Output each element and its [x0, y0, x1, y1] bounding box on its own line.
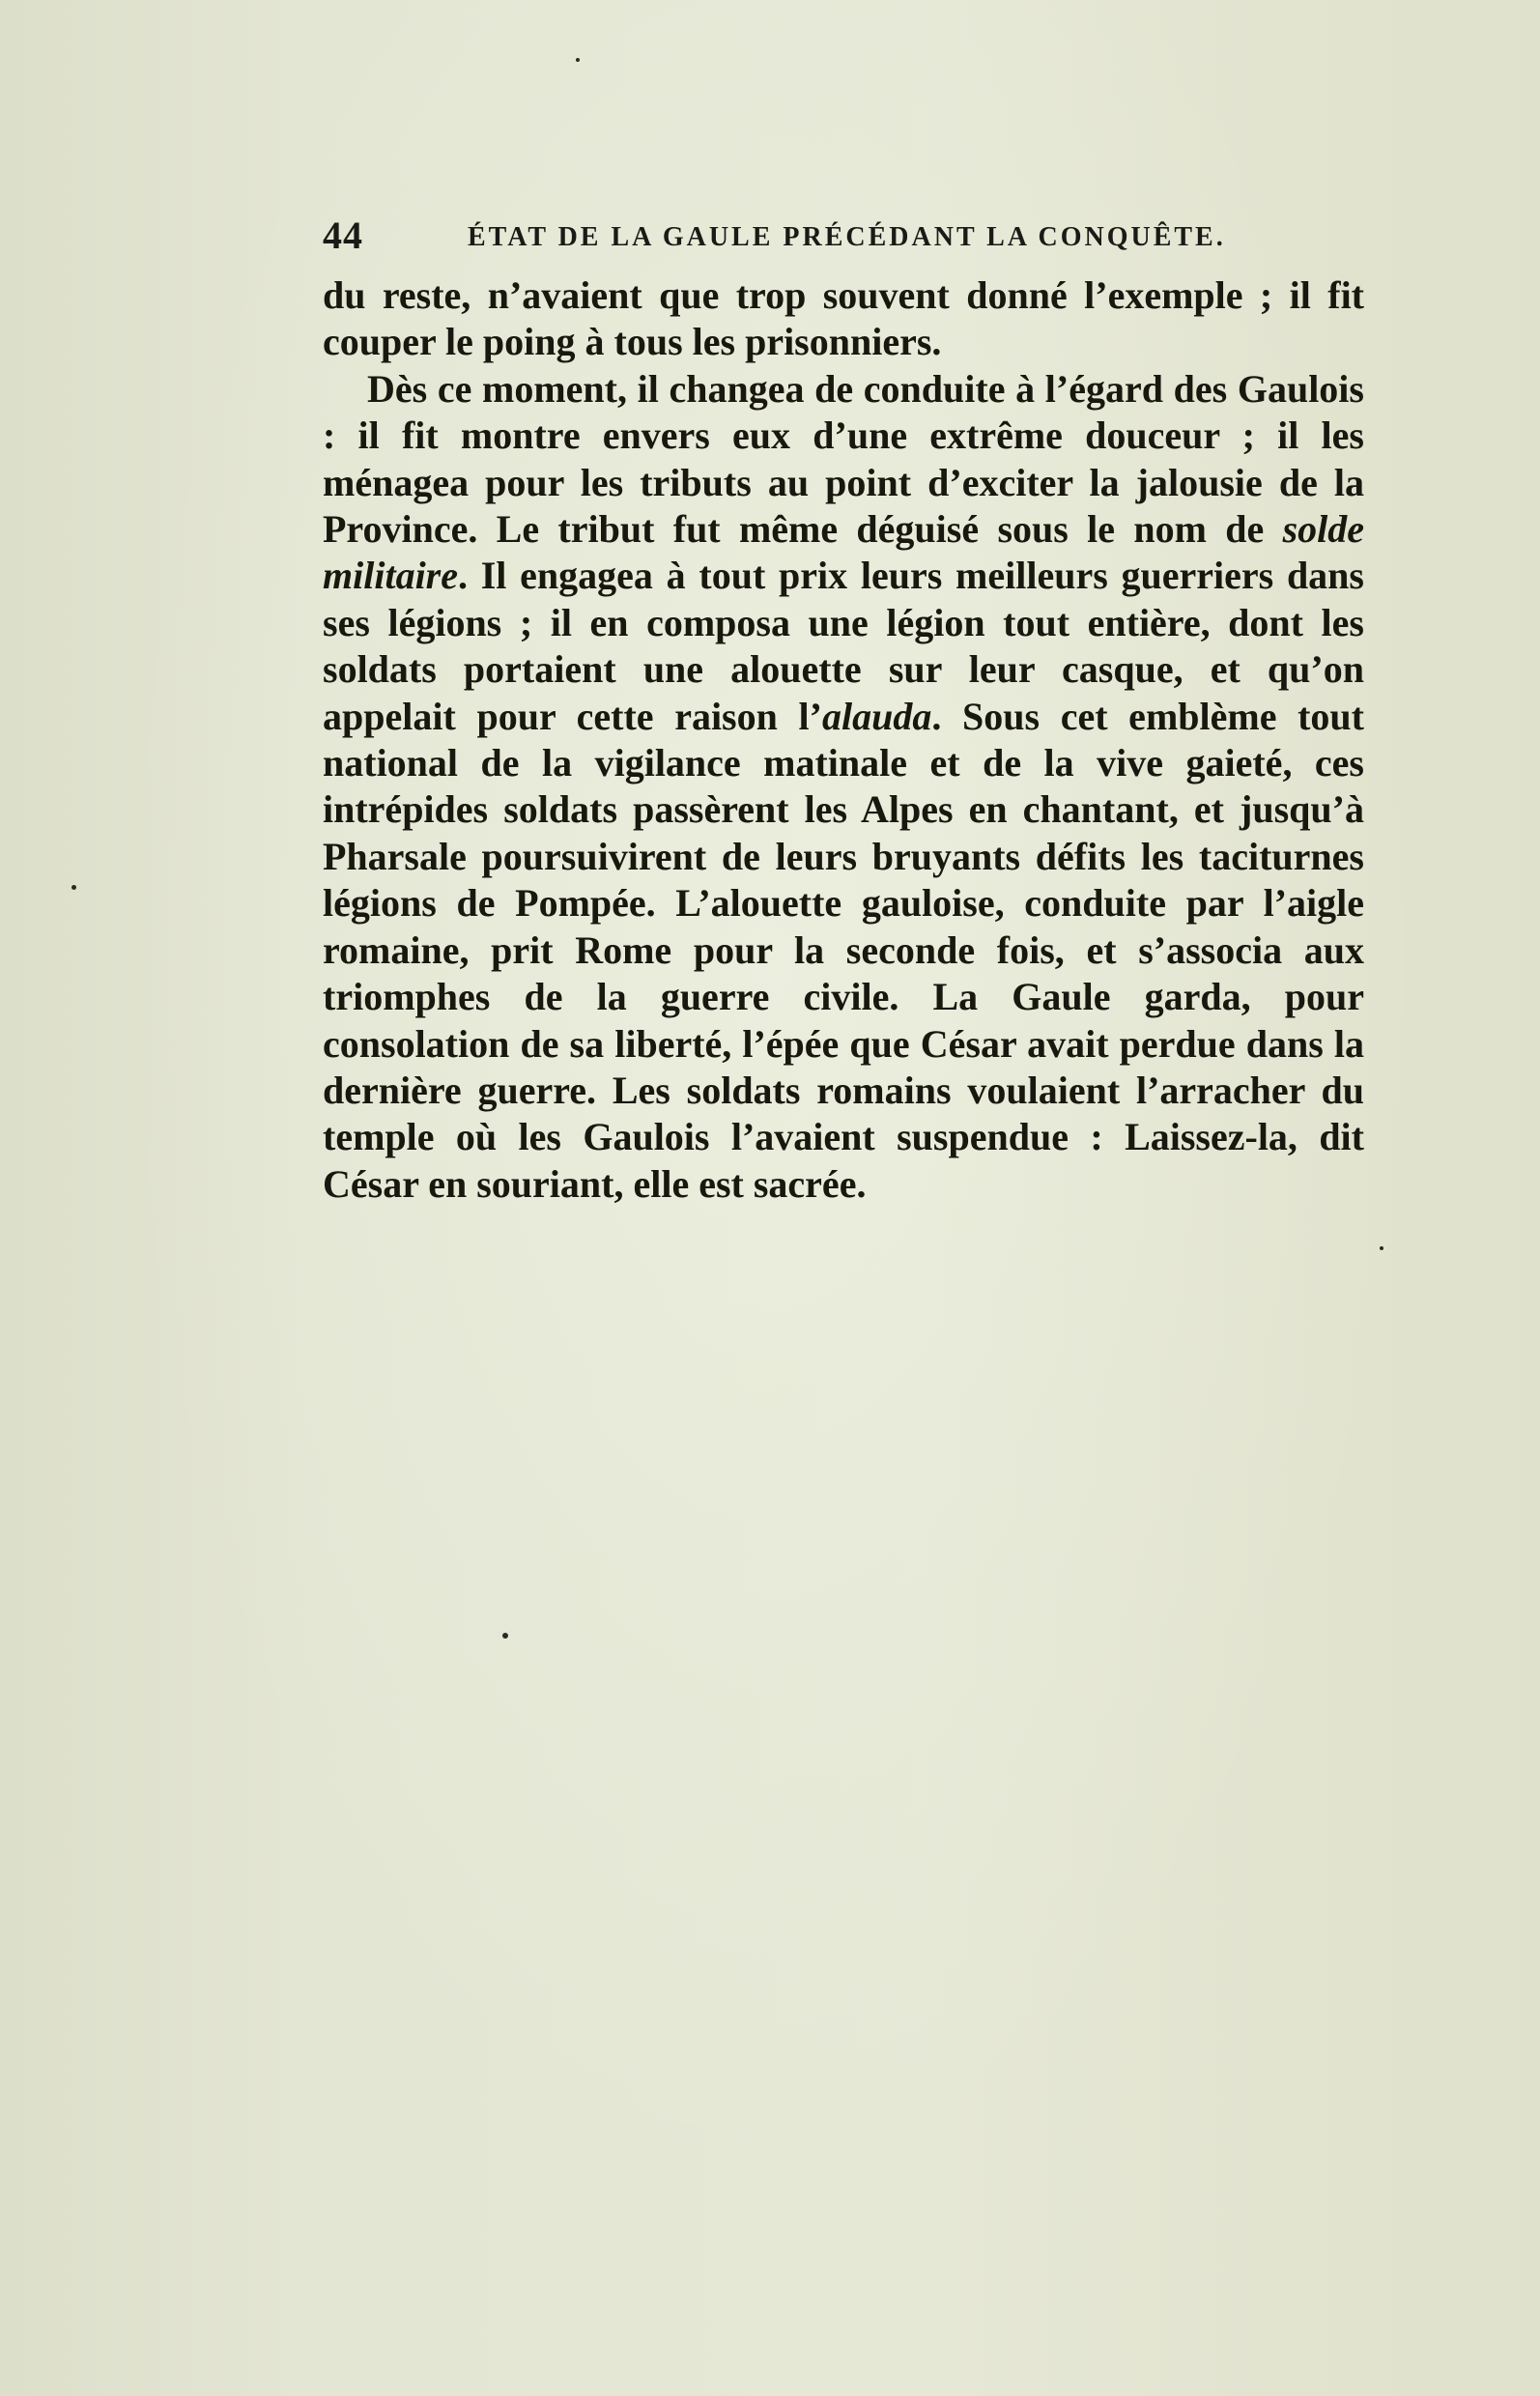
body-text	[323, 272, 1364, 1208]
ink-speck	[1380, 1246, 1383, 1250]
paragraph-1: du reste, n’avaient que trop souvent donné l’exemple ; il fit couper le poing à tous les prisonniers.	[323, 273, 1364, 364]
paragraph-2-italic-2: alauda	[821, 694, 932, 738]
ink-speck	[502, 1633, 508, 1639]
running-head	[323, 213, 1231, 261]
paragraph-2	[323, 366, 1364, 1208]
paragraph-2-part-2: . Il engagea à tout prix leurs meilleurs guerriers dans ses légions ; il en composa une légion tout entière, dont les soldats portaient une alouette sur leur casque, et qu’on appelait pour cette raison l’	[323, 554, 1364, 738]
paragraph-2-part-3: . Sous cet emblème tout national de la vigilance matinale et de la vive gaieté, ces intrépides soldats passèrent les Alpes en chantant, et jusqu’à Pharsale poursuivirent de leurs bruyants défits les taciturnes légions de Pompée. L’alouette gauloise, conduite par l’aigle romaine, prit Rome pour la seconde fois, et s’associa aux triomphes de la guerre civile. La Gaule garda, pour consolation de sa liberté, l’épée que César avait perdue dans la dernière guerre. Les soldats romains voulaient l’arracher du temple où les Gaulois l’avaient suspendue : Laissez-la, dit César en souriant, elle est sacrée.	[323, 694, 1364, 1206]
ink-speck	[71, 885, 76, 890]
paragraph-2-italic-1: solde militaire	[323, 507, 1364, 598]
page-number: 44	[323, 214, 363, 257]
running-head-title: ÉTAT DE LA GAULE PRÉCÉDANT LA CONQUÊTE.	[468, 222, 1226, 252]
ink-speck	[576, 58, 580, 62]
paragraph-2-part-1: Dès ce moment, il changea de conduite à l’égard des Gaulois : il fit montre envers eux d’une extrême douceur ; il les ménagea pour les tributs au point d’exciter la jalousie de la Province. Le tribut fut même déguisé sous le nom de	[323, 366, 1364, 552]
